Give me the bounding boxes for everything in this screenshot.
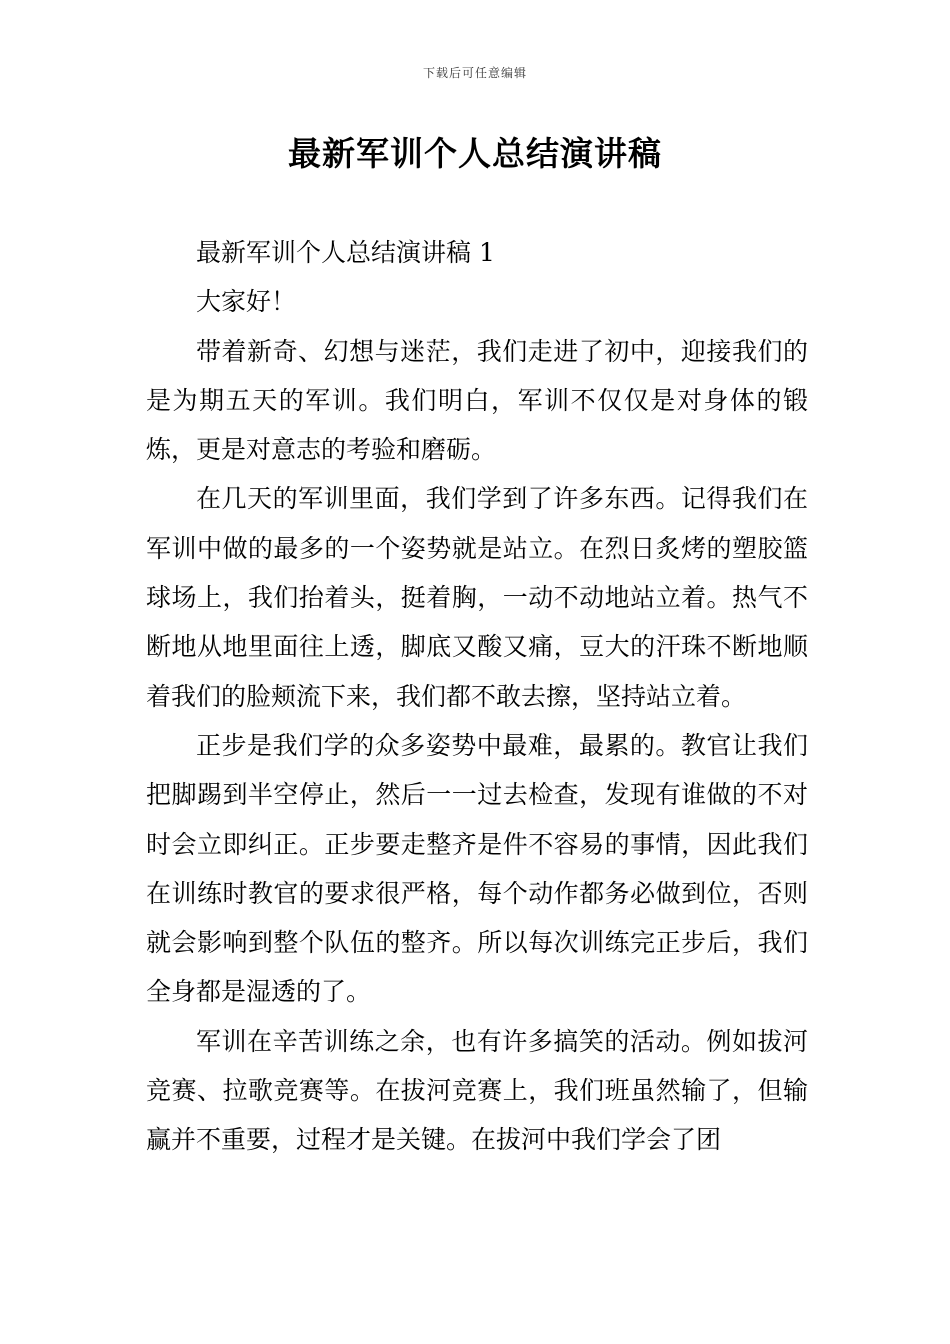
document-body xyxy=(146,228,808,1165)
document-title: 最新军训个人总结演讲稿 xyxy=(288,134,662,173)
greeting-paragraph: 大家好！ xyxy=(196,287,297,317)
body-paragraph: 带着新奇、幻想与迷茫，我们走进了初中，迎接我们的是为期五天的军训。我们明白，军训不仅仅是对身体的锻炼，更是对意志的考验和磨砺。 xyxy=(146,336,808,465)
body-paragraph: 在几天的军训里面，我们学到了许多东西。记得我们在军训中做的最多的一个姿势就是站立。在烈日炙烤的塑胶篮球场上，我们抬着头，挺着胸，一动不动地站立着。热气不断地从地里面往上透，脚底又酸又痛，豆大的汗珠不断地顺着我们的脸颊流下来，我们都不敢去擦，坚持站立着。 xyxy=(146,484,808,711)
body-paragraph: 正步是我们学的众多姿势中最难，最累的。教官让我们把脚踢到半空停止，然后一一过去检查，发现有谁做的不对时会立即纠正。正步要走整齐是件不容易的事情，因此我们在训练时教官的要求很严格，每个动作都务必做到位，否则就会影响到整个队伍的整齐。所以每次训练完正步后，我们全身都是湿透的了。 xyxy=(146,730,808,1007)
body-paragraph: 军训在辛苦训练之余，也有许多搞笑的活动。例如拔河竞赛、拉歌竞赛等。在拔河竞赛上，我们班虽然输了，但输赢并不重要，过程才是关键。在拔河中我们学会了团 xyxy=(146,1026,808,1155)
header-note: 下载后可任意编辑 xyxy=(422,66,527,80)
section-heading: 最新军训个人总结演讲稿 1 xyxy=(196,238,495,267)
